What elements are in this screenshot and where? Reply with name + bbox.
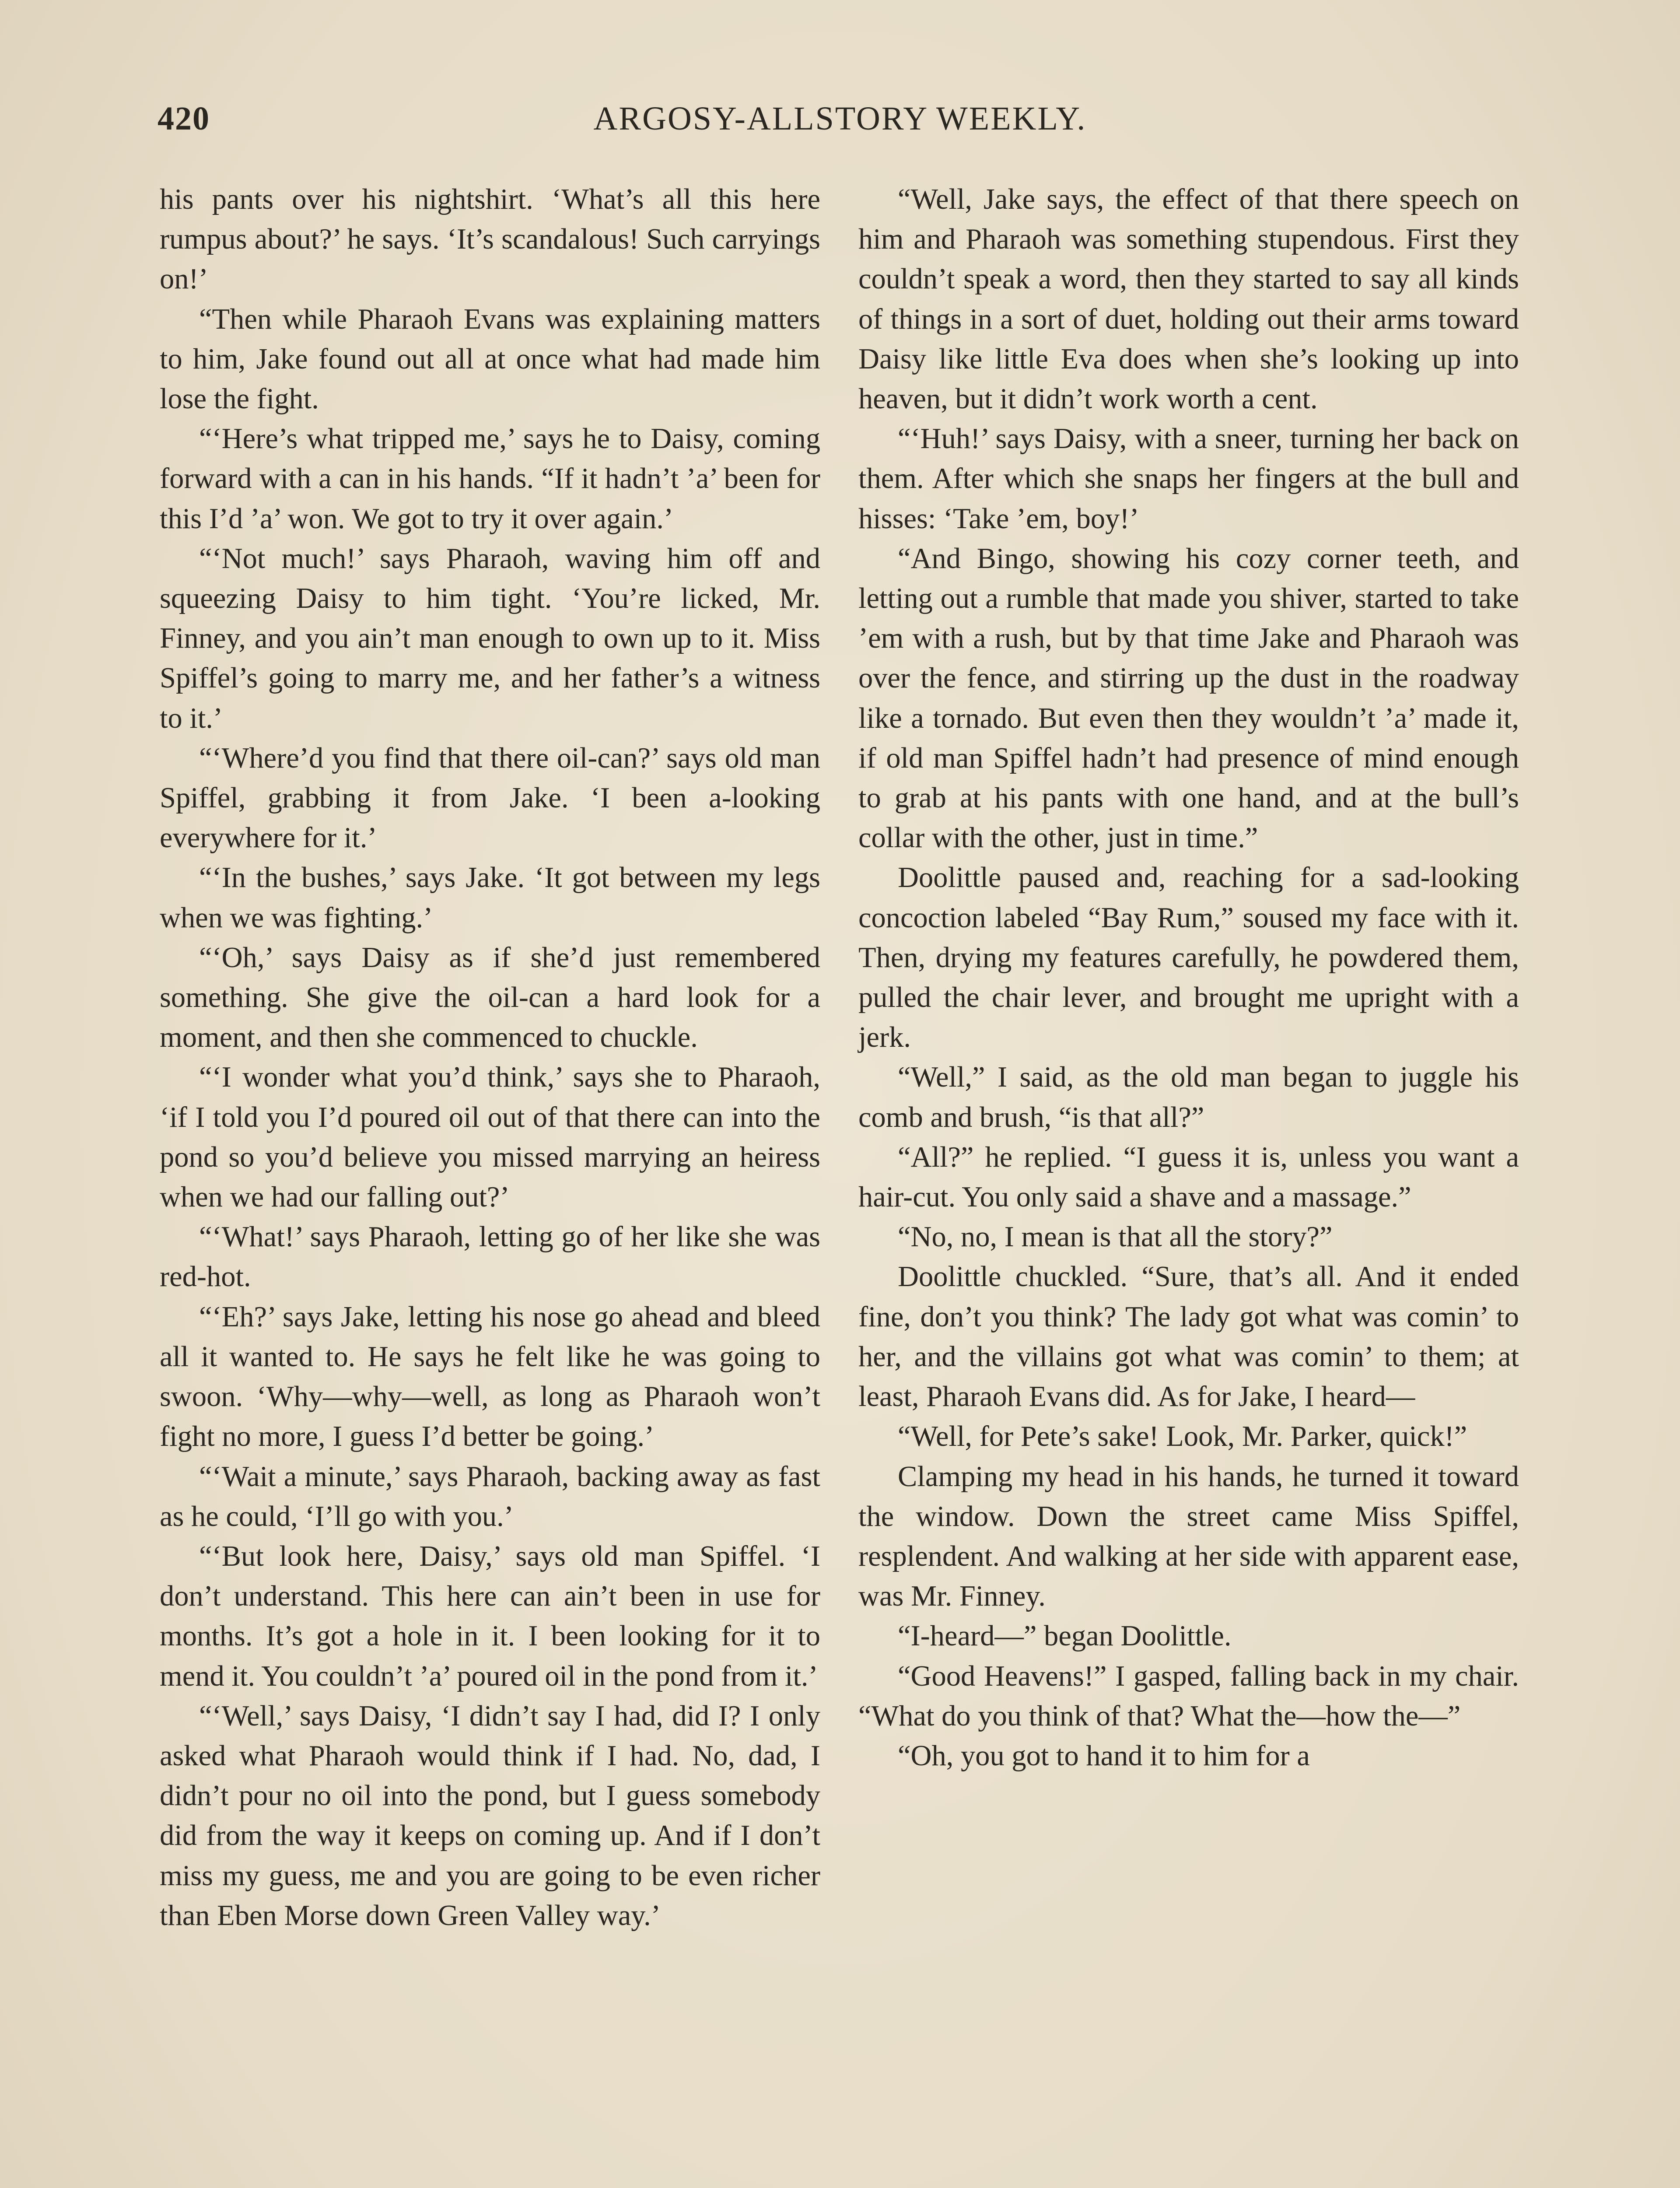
- paragraph: “‘Here’s what tripped me,’ says he to Daisy, coming forward with a can in his hands. “If it hadn’t ’a’ been for this I’d ’a’ won. We got to try it over again.’: [160, 423, 820, 535]
- paragraph: Clamping my head in his hands, he turned it toward the window. Down the street came Miss Spiffel, resplendent. And walking at her side with apparent ease, was Mr. Finney.: [858, 1460, 1519, 1613]
- paragraph: “Well, Jake says, the effect of that there speech on him and Pharaoh was something stupendous. First they couldn’t speak a word, then they started to say all kinds of things in a sort of duet, holding out their arms toward Daisy like little Eva does when she’s looking up into heaven, but it didn’t work worth a cent.: [858, 183, 1519, 415]
- paragraph: “‘I wonder what you’d think,’ says she to Pharaoh, ‘if I told you I’d poured oil out of that there can into the pond so you’d believe you missed marrying an heiress when we had our falling out?’: [160, 1061, 820, 1213]
- paragraph: “‘Huh!’ says Daisy, with a sneer, turning her back on them. After which she snaps her fingers at the bull and hisses: ‘Take ’em, boy!’: [858, 423, 1519, 535]
- paragraph: Doolittle paused and, reaching for a sad-looking concoction labeled “Bay Rum,” soused my face with it. Then, drying my features carefully, he powdered them, pulled the chair lever, and brought me upright with a jerk.: [858, 862, 1519, 1054]
- paragraph: “Good Heavens!” I gasped, falling back in my chair. “What do you think of that? What the—how the—”: [858, 1660, 1519, 1732]
- paragraph: “‘In the bushes,’ says Jake. ‘It got between my legs when we was fighting.’: [160, 862, 820, 934]
- paragraph: “All?” he replied. “I guess it is, unless you want a hair-cut. You only said a shave and a massage.”: [858, 1141, 1519, 1213]
- page-number: 420: [158, 100, 210, 137]
- paragraph: “‘Wait a minute,’ says Pharaoh, backing away as fast as he could, ‘I’ll go with you.’: [160, 1460, 820, 1532]
- paragraph: Doolittle chuckled. “Sure, that’s all. And it ended fine, don’t you think? The lady got what was comin’ to her, and the villains got what was comin’ to them; at least, Pharaoh Evans did. As for Jake, I heard—: [858, 1261, 1519, 1413]
- right-column: [858, 179, 1519, 1776]
- paragraph: “No, no, I mean is that all the story?”: [898, 1221, 1333, 1253]
- paragraph: his pants over his nightshirt. ‘What’s all this here rumpus about?’ he says. ‘It’s scandalous! Such carryings on!’: [160, 183, 820, 295]
- paragraph: “Well,” I said, as the old man began to juggle his comb and brush, “is that all?”: [858, 1061, 1519, 1133]
- paragraph: “Well, for Pete’s sake! Look, Mr. Parker, quick!”: [898, 1420, 1467, 1453]
- paragraph: “‘Not much!’ says Pharaoh, waving him off and squeezing Daisy to him tight. ‘You’re licked, Mr. Finney, and you ain’t man enough to own up to it. Miss Spiffel’s going to marry me, and her father’s a witness to it.’: [160, 542, 820, 734]
- paragraph: “Then while Pharaoh Evans was explaining matters to him, Jake found out all at once what had made him lose the fight.: [160, 303, 820, 415]
- paragraph: “‘Well,’ says Daisy, ‘I didn’t say I had, did I? I only asked what Pharaoh would think if I had. No, dad, I didn’t pour no oil into the pond, but I guess somebody did from the way it keeps on coming up. And if I don’t miss my guess, me and you are going to be even richer than Eben Morse down Green Valley way.’: [160, 1700, 820, 1932]
- paragraph: “‘But look here, Daisy,’ says old man Spiffel. ‘I don’t understand. This here can ain’t been in use for months. It’s got a hole in it. I been looking for it to mend it. You couldn’t ’a’ poured oil in the pond from it.’: [160, 1540, 820, 1692]
- paragraph: “And Bingo, showing his cozy corner teeth, and letting out a rumble that made you shiver, started to take ’em with a rush, but by that time Jake and Pharaoh was over the fence, and stirring up the dust in the roadway like a tornado. But even then they wouldn’t ’a’ made it, if old man Spiffel hadn’t had presence of mind enough to grab at his pants with one hand, and at the bull’s collar with the other, just in time.”: [858, 542, 1519, 854]
- paragraph: “I-heard—” began Doolittle.: [898, 1620, 1232, 1652]
- left-column: [160, 179, 820, 1936]
- paragraph: “‘Where’d you find that there oil-can?’ says old man Spiffel, grabbing it from Jake. ‘I been a-looking everywhere for it.’: [160, 742, 820, 854]
- paragraph: “‘Oh,’ says Daisy as if she’d just remembered something. She give the oil-can a hard look for a moment, and then she commenced to chuckle.: [160, 941, 820, 1054]
- running-title: ARGOSY-ALLSTORY WEEKLY.: [593, 100, 1087, 137]
- paragraph: “‘What!’ says Pharaoh, letting go of her like she was red-hot.: [160, 1221, 820, 1293]
- page-header: [158, 100, 1522, 148]
- paragraph: “‘Eh?’ says Jake, letting his nose go ahead and bleed all it wanted to. He says he felt like he was going to swoon. ‘Why—why—well, as long as Pharaoh won’t fight no more, I guess I’d better be going.’: [160, 1301, 820, 1453]
- paragraph: “Oh, you got to hand it to him for a: [898, 1739, 1310, 1772]
